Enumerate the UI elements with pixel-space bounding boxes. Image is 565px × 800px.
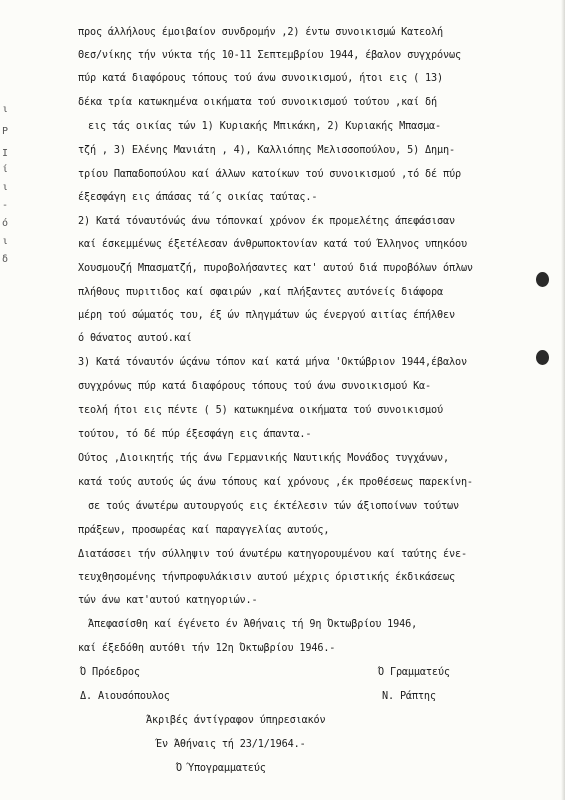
body-line: Διατάσσει τήν σύλληψιν τού άνωτέρω κατηγορουμένου καί ταύτης ένε- [78,549,467,560]
body-line: Ούτος ,Διοικητής τής άνω Γερμανικής Ναυτικής Μονάδος τυγχάνων, [78,453,449,464]
body-line: συγχρόνως πύρ κατά διαφόρους τόπους τού άνω συνοικισμού Κα- [78,381,432,392]
certified-copy-note: Άκριβές άντίγραφον ύπηρεσιακόν [146,715,326,726]
body-line: κατά τούς αυτούς ώς άνω τόπους καί χρόνους ,έκ προθέσεως παρεκίνη- [78,477,473,488]
undersecretary-label: Ό Ύπογραμματεύς [176,763,266,774]
body-line: σε τούς άνωτέρω αυτουργούς εις έκτέλεσιν τών άξιοποίνων τούτων [88,501,459,512]
body-line: Θεσ/νίκης τήν νύκτα τής 10-11 Σεπτεμβρίου 1944, έβαλον συγχρόνως [78,50,461,61]
margin-mark: ι [2,182,9,193]
margin-mark: ι [2,104,9,115]
body-line: πράξεων, προσωρέας καί παραγγελίας αυτούς, [78,525,330,536]
page-edge-shadow [561,0,565,800]
body-line: τών άνω κατ'αυτού κατηγοριών.- [78,595,258,606]
margin-mark: Ρ [2,126,9,137]
secretary-label: Ό Γραμματεύς [378,667,450,678]
body-line: Χουσμουζή Μπασματζή, πυροβολήσαντες κατ' αυτού διά πυροβόλων όπλων [78,263,473,274]
binder-hole [536,272,549,287]
body-line: έξεσφάγη εις άπάσας τά΄ς οικίας ταύτας.- [78,192,318,203]
body-line: προς άλλήλους έμοιβαίον συνδρομήν ,2) έντω συνοικισμώ Κατεολή [78,27,443,38]
body-line: δέκα τρία κατωκημένα οικήματα τού συνοικισμού τούτου ,καί δή [78,97,438,108]
margin-mark: ό [2,218,9,229]
body-line: 3) Κατά τόναυτόν ώςάνω τόπον καί κατά μήνα 'Οκτώβριον 1944,έβαλον [78,357,467,368]
margin-mark: ί [2,164,9,175]
body-line: καί έξεδόθη αυτόθι τήν 12η Όκτωβρίου 1946.- [78,643,336,654]
body-line: ό θάνατος αυτού.καί [78,333,192,344]
margin-mark: Ι [2,148,9,159]
body-line: τρίου Παπαδοπούλου καί άλλων κατοίκων τού συνοικισμού ,τό δέ πύρ [78,169,461,180]
body-line: τζή , 3) Ελένης Μανιάτη , 4), Καλλιόπης Μελισσοπούλου, 5) Δημη- [78,145,455,156]
body-line: Άπεφασίσθη καί έγένετο έν Άθήναις τή 9η Όκτωβρίου 1946, [88,619,418,630]
margin-mark: ι [2,236,9,247]
body-line: πύρ κατά διαφόρους τόπους τού άνω συνοικισμού, ήτοι εις ( 13) [78,73,443,84]
body-line: τούτου, τό δέ πύρ έξεσφάγη εις άπαντα.- [78,429,312,440]
body-line: καί έσκεμμένως έξετέλεσαν άνθρωποκτονίαν κατά τού Έλληνος υπηκόου [78,239,467,250]
margin-mark: δ [2,254,9,265]
body-line: 2) Κατά τόναυτόνώς άνω τόπονκαί χρόνον έκ προμελέτης άπεφάσισαν [78,216,455,227]
body-line: τεολή ήτοι εις πέντε ( 5) κατωκημένα οικήματα τού συνοικισμού [78,405,443,416]
body-line: εις τάς οικίας τών 1) Κυριακής Μπικάκη, 2) Κυριακής Μπασμα- [88,121,442,132]
copy-place-date: Έν Άθήναις τή 23/1/1964.- [156,739,306,750]
presiding-label: Ό Πρόεδρος [80,667,140,678]
margin-mark: - [2,200,9,211]
secretary-name: Ν. Ράπτης [382,691,436,702]
presiding-name: Δ. Αιουσόπουλος [80,691,170,702]
body-line: τευχθησομένης τήνπροφυλάκισιν αυτού μέχρις όριστικής έκδικάσεως [78,572,455,583]
body-line: πλήθους πυριτιδος καί σφαιρών ,καί πλήξαντες αυτόνείς διάφορα [78,287,443,298]
binder-hole [536,350,549,365]
body-line: μέρη τού σώματός του, έξ ών πληγμάτων ώς ένεργού αιτίας έπήλθεν [78,310,455,321]
